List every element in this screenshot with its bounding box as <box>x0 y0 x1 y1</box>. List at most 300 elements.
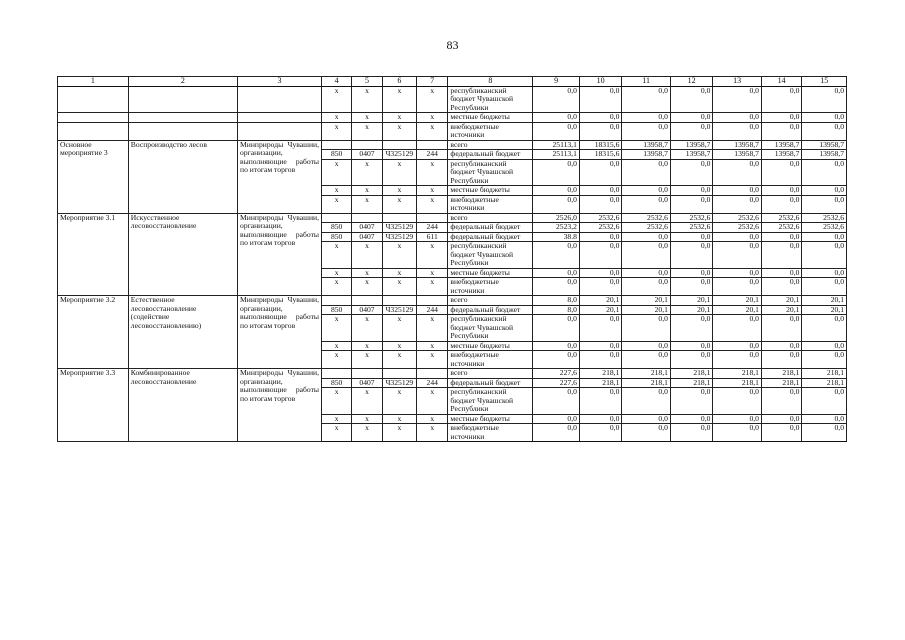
budget-code-cell: х <box>352 186 382 196</box>
amount-cell: 0,0 <box>579 195 621 213</box>
amount-cell: 0,0 <box>761 242 801 269</box>
budget-code-cell: х <box>352 315 382 342</box>
amount-cell: 0,0 <box>670 186 712 196</box>
budget-table <box>57 76 847 442</box>
amount-cell: 0,0 <box>713 242 762 269</box>
budget-code-cell: 850 <box>321 378 351 388</box>
budget-code-cell: х <box>382 242 416 269</box>
funding-source-cell: федеральный бюджет <box>448 223 533 233</box>
amount-cell: 0,0 <box>670 315 712 342</box>
amount-cell: 0,0 <box>761 414 801 424</box>
amount-cell: 20,1 <box>713 305 762 315</box>
amount-cell: 0,0 <box>579 242 621 269</box>
amount-cell: 0,0 <box>761 315 801 342</box>
amount-cell: 218,1 <box>713 378 762 388</box>
budget-code-cell <box>417 369 448 379</box>
amount-cell: 218,1 <box>579 378 621 388</box>
measure-type-cell: Основное мероприятие 3 <box>58 140 129 213</box>
column-header: 7 <box>417 77 448 87</box>
budget-code-cell: х <box>321 278 351 296</box>
page-number: 83 <box>446 38 459 52</box>
budget-code-cell: х <box>382 86 416 113</box>
budget-code-cell: 0407 <box>352 232 382 242</box>
amount-cell: 8,0 <box>533 296 580 306</box>
amount-cell: 2532,6 <box>622 213 671 223</box>
table-row <box>58 122 847 140</box>
budget-code-cell: х <box>321 424 351 442</box>
amount-cell: 218,1 <box>579 369 621 379</box>
amount-cell: 218,1 <box>670 378 712 388</box>
budget-code-cell: х <box>417 186 448 196</box>
amount-cell: 13958,7 <box>802 150 847 160</box>
budget-code-cell: х <box>321 122 351 140</box>
measure-type-cell: Мероприятие 3.2 <box>58 296 129 369</box>
column-header: 6 <box>382 77 416 87</box>
amount-cell: 0,0 <box>670 113 712 123</box>
budget-code-cell: х <box>382 113 416 123</box>
budget-code-cell: х <box>417 268 448 278</box>
budget-code-cell: х <box>417 315 448 342</box>
amount-cell: 0,0 <box>622 388 671 415</box>
amount-cell: 13958,7 <box>713 150 762 160</box>
amount-cell: 0,0 <box>533 388 580 415</box>
amount-cell: 0,0 <box>579 86 621 113</box>
funding-source-cell: республиканский бюджет Чувашской Республики <box>448 315 533 342</box>
budget-code-cell: Ч325129 <box>382 223 416 233</box>
budget-code-cell: х <box>321 242 351 269</box>
amount-cell: 0,0 <box>579 341 621 351</box>
budget-code-cell: х <box>321 414 351 424</box>
amount-cell: 20,1 <box>761 296 801 306</box>
funding-source-cell: внебюджетные источники <box>448 351 533 369</box>
column-header: 15 <box>802 77 847 87</box>
amount-cell: 0,0 <box>761 278 801 296</box>
amount-cell: 218,1 <box>761 378 801 388</box>
budget-code-cell: х <box>352 341 382 351</box>
amount-cell: 2532,6 <box>761 213 801 223</box>
empty-cell <box>58 86 129 113</box>
amount-cell: 2532,6 <box>802 213 847 223</box>
amount-cell: 0,0 <box>713 159 762 186</box>
amount-cell: 0,0 <box>670 195 712 213</box>
amount-cell: 0,0 <box>622 424 671 442</box>
amount-cell: 0,0 <box>622 268 671 278</box>
budget-code-cell: х <box>417 242 448 269</box>
empty-cell <box>238 113 322 123</box>
funding-source-cell: местные бюджеты <box>448 113 533 123</box>
budget-code-cell <box>352 369 382 379</box>
amount-cell: 0,0 <box>802 341 847 351</box>
funding-source-cell: всего <box>448 296 533 306</box>
amount-cell: 0,0 <box>622 86 671 113</box>
budget-code-cell: х <box>352 424 382 442</box>
amount-cell: 25113,1 <box>533 150 580 160</box>
amount-cell: 0,0 <box>713 278 762 296</box>
amount-cell: 0,0 <box>533 195 580 213</box>
funding-source-cell: республиканский бюджет Чувашской Республики <box>448 388 533 415</box>
budget-code-cell: х <box>417 159 448 186</box>
budget-code-cell: Ч325129 <box>382 378 416 388</box>
empty-cell <box>58 113 129 123</box>
budget-code-cell: Ч325129 <box>382 232 416 242</box>
amount-cell: 2532,6 <box>622 223 671 233</box>
amount-cell: 0,0 <box>670 242 712 269</box>
amount-cell: 0,0 <box>713 186 762 196</box>
budget-code-cell: х <box>352 414 382 424</box>
column-header: 14 <box>761 77 801 87</box>
amount-cell: 0,0 <box>761 388 801 415</box>
amount-cell: 0,0 <box>670 122 712 140</box>
amount-cell: 0,0 <box>533 278 580 296</box>
amount-cell: 0,0 <box>622 351 671 369</box>
budget-code-cell: х <box>417 86 448 113</box>
amount-cell: 218,1 <box>802 369 847 379</box>
amount-cell: 0,0 <box>622 159 671 186</box>
amount-cell: 20,1 <box>761 305 801 315</box>
budget-code-cell: х <box>352 195 382 213</box>
budget-code-cell: х <box>417 122 448 140</box>
amount-cell: 20,1 <box>579 296 621 306</box>
amount-cell: 0,0 <box>622 341 671 351</box>
budget-code-cell: х <box>321 186 351 196</box>
budget-code-cell: х <box>352 388 382 415</box>
amount-cell: 0,0 <box>802 351 847 369</box>
amount-cell: 0,0 <box>579 232 621 242</box>
funding-source-cell: местные бюджеты <box>448 414 533 424</box>
empty-cell <box>128 86 237 113</box>
amount-cell: 218,1 <box>622 369 671 379</box>
funding-source-cell: всего <box>448 140 533 150</box>
column-header: 11 <box>622 77 671 87</box>
executor-cell: Минприроды Чувашии, организации, выполняющие работы по итогам торгов <box>238 369 322 442</box>
amount-cell: 0,0 <box>533 186 580 196</box>
measure-name-cell: Естественное лесовосстановление (содействие лесовосстановлению) <box>128 296 237 369</box>
amount-cell: 0,0 <box>761 113 801 123</box>
amount-cell: 13958,7 <box>713 140 762 150</box>
executor-cell: Минприроды Чувашии, организации, выполняющие работы по итогам торгов <box>238 140 322 213</box>
budget-code-cell <box>417 296 448 306</box>
funding-source-cell: республиканский бюджет Чувашской Республики <box>448 159 533 186</box>
amount-cell: 0,0 <box>533 351 580 369</box>
budget-code-cell: х <box>417 113 448 123</box>
column-header: 9 <box>533 77 580 87</box>
table-row <box>58 213 847 223</box>
budget-code-cell <box>382 296 416 306</box>
amount-cell: 13958,7 <box>670 140 712 150</box>
budget-code-cell: х <box>382 278 416 296</box>
amount-cell: 2532,6 <box>802 223 847 233</box>
budget-code-cell: х <box>321 388 351 415</box>
budget-code-cell: х <box>382 315 416 342</box>
amount-cell: 20,1 <box>622 305 671 315</box>
amount-cell: 0,0 <box>670 388 712 415</box>
amount-cell: 0,0 <box>670 268 712 278</box>
budget-code-cell: 850 <box>321 232 351 242</box>
amount-cell: 0,0 <box>713 268 762 278</box>
budget-code-cell: 0407 <box>352 378 382 388</box>
amount-cell: 0,0 <box>533 242 580 269</box>
amount-cell: 0,0 <box>802 122 847 140</box>
amount-cell: 0,0 <box>533 341 580 351</box>
amount-cell: 0,0 <box>761 232 801 242</box>
budget-code-cell: 0407 <box>352 150 382 160</box>
amount-cell: 0,0 <box>761 86 801 113</box>
budget-code-cell: х <box>352 268 382 278</box>
column-header: 13 <box>713 77 762 87</box>
amount-cell: 0,0 <box>533 414 580 424</box>
budget-code-cell: х <box>382 341 416 351</box>
amount-cell: 0,0 <box>579 278 621 296</box>
amount-cell: 0,0 <box>802 268 847 278</box>
funding-source-cell: внебюджетные источники <box>448 424 533 442</box>
amount-cell: 2532,6 <box>713 213 762 223</box>
amount-cell: 8,0 <box>533 305 580 315</box>
budget-code-cell: х <box>352 122 382 140</box>
budget-code-cell <box>382 369 416 379</box>
budget-code-cell: х <box>417 278 448 296</box>
budget-code-cell: х <box>321 268 351 278</box>
table-row <box>58 296 847 306</box>
amount-cell: 0,0 <box>713 351 762 369</box>
amount-cell: 0,0 <box>761 341 801 351</box>
empty-cell <box>128 113 237 123</box>
budget-code-cell: 850 <box>321 223 351 233</box>
amount-cell: 2532,6 <box>713 223 762 233</box>
budget-code-cell: 850 <box>321 305 351 315</box>
budget-code-cell <box>382 213 416 223</box>
amount-cell: 0,0 <box>533 315 580 342</box>
budget-code-cell: х <box>417 388 448 415</box>
amount-cell: 0,0 <box>533 268 580 278</box>
amount-cell: 13958,7 <box>802 140 847 150</box>
funding-source-cell: федеральный бюджет <box>448 378 533 388</box>
budget-code-cell: х <box>321 315 351 342</box>
amount-cell: 0,0 <box>670 278 712 296</box>
budget-code-cell: 244 <box>417 150 448 160</box>
amount-cell: 0,0 <box>713 122 762 140</box>
amount-cell: 0,0 <box>761 351 801 369</box>
column-header: 5 <box>352 77 382 87</box>
amount-cell: 20,1 <box>713 296 762 306</box>
funding-source-cell: местные бюджеты <box>448 186 533 196</box>
funding-source-cell: республиканский бюджет Чувашской Республики <box>448 242 533 269</box>
amount-cell: 0,0 <box>622 113 671 123</box>
funding-source-cell: внебюджетные источники <box>448 195 533 213</box>
amount-cell: 0,0 <box>533 113 580 123</box>
amount-cell: 0,0 <box>761 195 801 213</box>
amount-cell: 0,0 <box>579 351 621 369</box>
amount-cell: 20,1 <box>802 296 847 306</box>
budget-code-cell: х <box>352 242 382 269</box>
measure-type-cell: Мероприятие 3.1 <box>58 213 129 296</box>
amount-cell: 0,0 <box>713 424 762 442</box>
amount-cell: 227,6 <box>533 369 580 379</box>
budget-code-cell: х <box>321 195 351 213</box>
amount-cell: 0,0 <box>670 424 712 442</box>
amount-cell: 0,0 <box>670 232 712 242</box>
amount-cell: 0,0 <box>802 86 847 113</box>
budget-code-cell: х <box>417 341 448 351</box>
empty-cell <box>128 122 237 140</box>
funding-source-cell: федеральный бюджет <box>448 305 533 315</box>
funding-source-cell: местные бюджеты <box>448 341 533 351</box>
amount-cell: 218,1 <box>713 369 762 379</box>
amount-cell: 2532,6 <box>761 223 801 233</box>
amount-cell: 0,0 <box>713 232 762 242</box>
budget-code-cell: х <box>352 351 382 369</box>
funding-source-cell: всего <box>448 369 533 379</box>
column-header: 1 <box>58 77 129 87</box>
amount-cell: 20,1 <box>670 305 712 315</box>
amount-cell: 20,1 <box>579 305 621 315</box>
amount-cell: 0,0 <box>713 414 762 424</box>
amount-cell: 2532,6 <box>670 223 712 233</box>
amount-cell: 38.8 <box>533 232 580 242</box>
budget-code-cell: х <box>321 86 351 113</box>
budget-code-cell <box>417 140 448 150</box>
amount-cell: 0,0 <box>802 159 847 186</box>
executor-cell: Минприроды Чувашии, организации, выполняющие работы по итогам торгов <box>238 296 322 369</box>
measure-name-cell: Искусственное лесовосстановление <box>128 213 237 296</box>
amount-cell: 0,0 <box>761 424 801 442</box>
amount-cell: 0,0 <box>622 122 671 140</box>
budget-code-cell <box>352 140 382 150</box>
column-header: 10 <box>579 77 621 87</box>
amount-cell: 0,0 <box>622 315 671 342</box>
executor-cell: Минприроды Чувашии, организации, выполняющие работы по итогам торгов <box>238 213 322 296</box>
amount-cell: 0,0 <box>579 315 621 342</box>
budget-code-cell: х <box>321 341 351 351</box>
funding-source-cell: всего <box>448 213 533 223</box>
budget-code-cell <box>321 140 351 150</box>
amount-cell: 18315,6 <box>579 150 621 160</box>
amount-cell: 0,0 <box>622 414 671 424</box>
amount-cell: 2532,6 <box>579 213 621 223</box>
amount-cell: 0,0 <box>533 159 580 186</box>
amount-cell: 20,1 <box>802 305 847 315</box>
header-row <box>58 77 847 87</box>
amount-cell: 0,0 <box>802 113 847 123</box>
amount-cell: 0,0 <box>579 113 621 123</box>
budget-code-cell: х <box>382 351 416 369</box>
budget-code-cell: х <box>417 424 448 442</box>
funding-source-cell: федеральный бюджет <box>448 232 533 242</box>
amount-cell: 0,0 <box>713 341 762 351</box>
amount-cell: 0,0 <box>802 414 847 424</box>
column-header: 3 <box>238 77 322 87</box>
amount-cell: 13958,7 <box>761 140 801 150</box>
column-header: 2 <box>128 77 237 87</box>
budget-code-cell: х <box>321 351 351 369</box>
amount-cell: 20,1 <box>622 296 671 306</box>
table-body <box>58 86 847 442</box>
budget-code-cell: х <box>352 159 382 186</box>
amount-cell: 0,0 <box>670 159 712 186</box>
budget-code-cell: х <box>417 351 448 369</box>
column-header: 8 <box>448 77 533 87</box>
amount-cell: 0,0 <box>533 86 580 113</box>
budget-code-cell: х <box>321 159 351 186</box>
amount-cell: 0,0 <box>670 341 712 351</box>
amount-cell: 0,0 <box>713 195 762 213</box>
amount-cell: 0,0 <box>713 86 762 113</box>
budget-code-cell: х <box>382 159 416 186</box>
budget-code-cell: х <box>382 424 416 442</box>
measure-type-cell: Мероприятие 3.3 <box>58 369 129 442</box>
funding-source-cell: внебюджетные источники <box>448 278 533 296</box>
empty-cell <box>58 122 129 140</box>
budget-code-cell <box>321 369 351 379</box>
budget-code-cell: 0407 <box>352 305 382 315</box>
funding-source-cell: местные бюджеты <box>448 268 533 278</box>
budget-code-cell: х <box>382 414 416 424</box>
column-header: 12 <box>670 77 712 87</box>
amount-cell: 0,0 <box>579 159 621 186</box>
table-row <box>58 140 847 150</box>
amount-cell: 0,0 <box>761 122 801 140</box>
amount-cell: 0,0 <box>802 424 847 442</box>
amount-cell: 13958,7 <box>622 140 671 150</box>
amount-cell: 0,0 <box>670 414 712 424</box>
budget-code-cell <box>352 296 382 306</box>
amount-cell: 2532,6 <box>579 223 621 233</box>
column-header: 4 <box>321 77 351 87</box>
amount-cell: 13958,7 <box>622 150 671 160</box>
amount-cell: 0,0 <box>579 268 621 278</box>
amount-cell: 0,0 <box>579 414 621 424</box>
budget-code-cell: 244 <box>417 223 448 233</box>
amount-cell: 0,0 <box>579 388 621 415</box>
budget-code-cell: Ч325129 <box>382 305 416 315</box>
amount-cell: 0,0 <box>622 232 671 242</box>
budget-code-cell: х <box>382 195 416 213</box>
budget-code-cell: х <box>352 86 382 113</box>
amount-cell: 0,0 <box>622 278 671 296</box>
budget-code-cell <box>321 296 351 306</box>
amount-cell: 0,0 <box>802 278 847 296</box>
amount-cell: 0,0 <box>579 424 621 442</box>
amount-cell: 0,0 <box>802 315 847 342</box>
amount-cell: 0,0 <box>622 186 671 196</box>
amount-cell: 0,0 <box>670 351 712 369</box>
budget-code-cell: х <box>382 122 416 140</box>
table-row <box>58 369 847 379</box>
empty-cell <box>238 86 322 113</box>
amount-cell: 0,0 <box>579 122 621 140</box>
table-row <box>58 86 847 113</box>
amount-cell: 2523,2 <box>533 223 580 233</box>
amount-cell: 0,0 <box>533 424 580 442</box>
budget-code-cell: Ч325129 <box>382 150 416 160</box>
amount-cell: 2526,0 <box>533 213 580 223</box>
amount-cell: 218,1 <box>802 378 847 388</box>
amount-cell: 0,0 <box>579 186 621 196</box>
amount-cell: 18315,6 <box>579 140 621 150</box>
budget-code-cell: х <box>382 268 416 278</box>
amount-cell: 0,0 <box>761 268 801 278</box>
measure-name-cell: Комбинированное лесовосстановление <box>128 369 237 442</box>
budget-code-cell <box>382 140 416 150</box>
amount-cell: 0,0 <box>802 195 847 213</box>
budget-code-cell: 0407 <box>352 223 382 233</box>
amount-cell: 218,1 <box>622 378 671 388</box>
amount-cell: 0,0 <box>713 315 762 342</box>
amount-cell: 0,0 <box>713 113 762 123</box>
budget-code-cell <box>417 213 448 223</box>
amount-cell: 227,6 <box>533 378 580 388</box>
budget-code-cell <box>352 213 382 223</box>
amount-cell: 25113,1 <box>533 140 580 150</box>
